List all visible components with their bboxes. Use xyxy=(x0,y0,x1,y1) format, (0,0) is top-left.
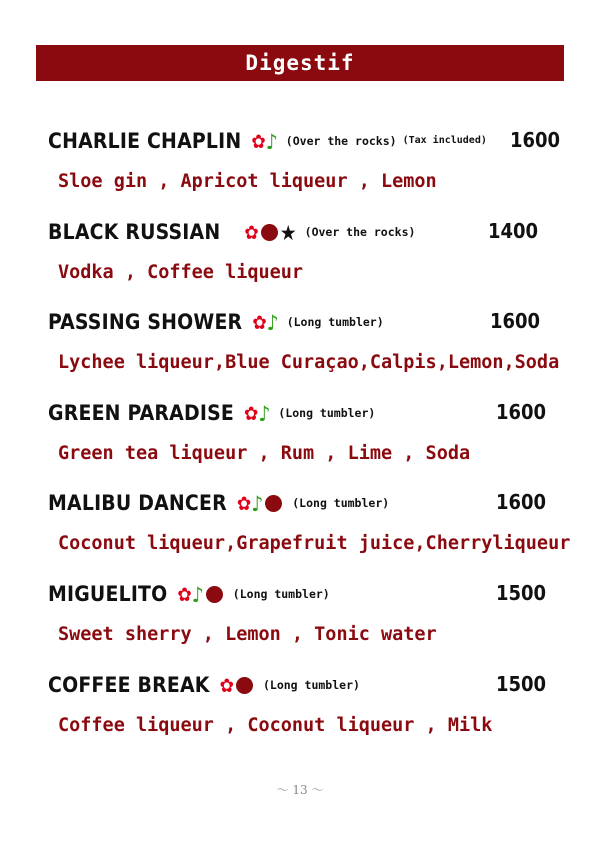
drink-icons xyxy=(244,398,270,429)
drink-icons xyxy=(251,126,277,157)
serving-style: (Over the rocks) xyxy=(285,134,397,148)
serving-style: (Long tumbler) xyxy=(292,496,390,510)
dot-icon xyxy=(265,495,282,512)
drink-name: CHARLIE CHAPLIN xyxy=(48,129,242,153)
ingredients: Green tea liqueur , Rum , Lime , Soda xyxy=(58,443,471,464)
menu-item-title-line xyxy=(48,397,568,427)
page-number: ～ 13 ～ xyxy=(276,783,324,797)
drink-icons xyxy=(252,307,278,338)
flower-icon: ✿ xyxy=(236,492,252,515)
menu-item xyxy=(48,216,568,283)
menu-item-title-line xyxy=(48,487,568,517)
flower-icon: ✿ xyxy=(252,311,267,334)
menu-item-title-line xyxy=(48,578,568,608)
menu-item xyxy=(48,669,568,736)
drink-icons xyxy=(177,579,224,610)
price: 1600 xyxy=(496,400,547,424)
flower-icon: ✿ xyxy=(219,674,234,697)
ingredients: Vodka , Coffee liqueur xyxy=(58,262,304,283)
menu-item xyxy=(48,578,568,645)
drink-name: PASSING SHOWER xyxy=(48,310,243,334)
music-note-icon: ♪ xyxy=(191,582,204,607)
tax-note: (Tax included) xyxy=(402,135,487,146)
menu-item xyxy=(48,487,571,554)
price: 1400 xyxy=(488,219,539,243)
drink-name: COFFEE BREAK xyxy=(48,673,210,697)
ingredients: Coconut liqueur,Grapefruit juice,Cherryliqueur xyxy=(58,533,571,554)
price: 1500 xyxy=(496,581,547,605)
star-icon: ★ xyxy=(279,220,297,245)
serving-style: (Long tumbler) xyxy=(286,315,384,329)
menu-item xyxy=(48,306,568,373)
serving-style: (Long tumbler) xyxy=(262,678,360,692)
drink-name: GREEN PARADISE xyxy=(48,401,234,425)
ingredients: Lychee liqueur,Blue Curaçao,Calpis,Lemon,Soda xyxy=(58,352,560,373)
ingredients: Sloe gin , Apricot liqueur , Lemon xyxy=(58,171,437,192)
drink-icons xyxy=(244,217,296,248)
music-note-icon: ♪ xyxy=(266,310,279,335)
menu-item-title-line xyxy=(48,669,568,699)
dot-icon xyxy=(236,677,253,694)
dot-icon xyxy=(206,586,223,603)
drink-icons xyxy=(237,488,284,519)
flower-icon: ✿ xyxy=(244,221,259,244)
section-title: Digestif xyxy=(36,45,564,81)
serving-style: (Long tumbler) xyxy=(232,587,330,601)
flower-icon: ✿ xyxy=(244,402,259,425)
menu-item-title-line xyxy=(48,125,568,155)
serving-style: (Over the rocks) xyxy=(304,225,416,239)
music-note-icon: ♪ xyxy=(258,401,271,426)
ingredients: Sweet sherry , Lemon , Tonic water xyxy=(58,624,437,645)
menu-item xyxy=(48,125,568,192)
serving-style: (Long tumbler) xyxy=(278,406,376,420)
price: 1500 xyxy=(496,672,547,696)
drink-icons xyxy=(220,670,255,701)
price: 1600 xyxy=(496,490,547,514)
menu-item xyxy=(48,397,568,464)
drink-name: MIGUELITO xyxy=(48,582,168,606)
flower-icon: ✿ xyxy=(251,130,266,153)
music-note-icon: ♪ xyxy=(251,491,264,516)
flower-icon: ✿ xyxy=(177,583,192,606)
drink-name: MALIBU DANCER xyxy=(48,491,227,515)
ingredients: Coffee liqueur , Coconut liqueur , Milk xyxy=(58,715,493,736)
drink-name: BLACK RUSSIAN xyxy=(48,220,221,244)
menu-item-title-line xyxy=(48,216,568,246)
price: 1600 xyxy=(490,309,541,333)
price: 1600 xyxy=(510,128,561,152)
dot-icon xyxy=(261,224,278,241)
menu-item-title-line xyxy=(48,306,568,336)
music-note-icon: ♪ xyxy=(265,129,278,154)
